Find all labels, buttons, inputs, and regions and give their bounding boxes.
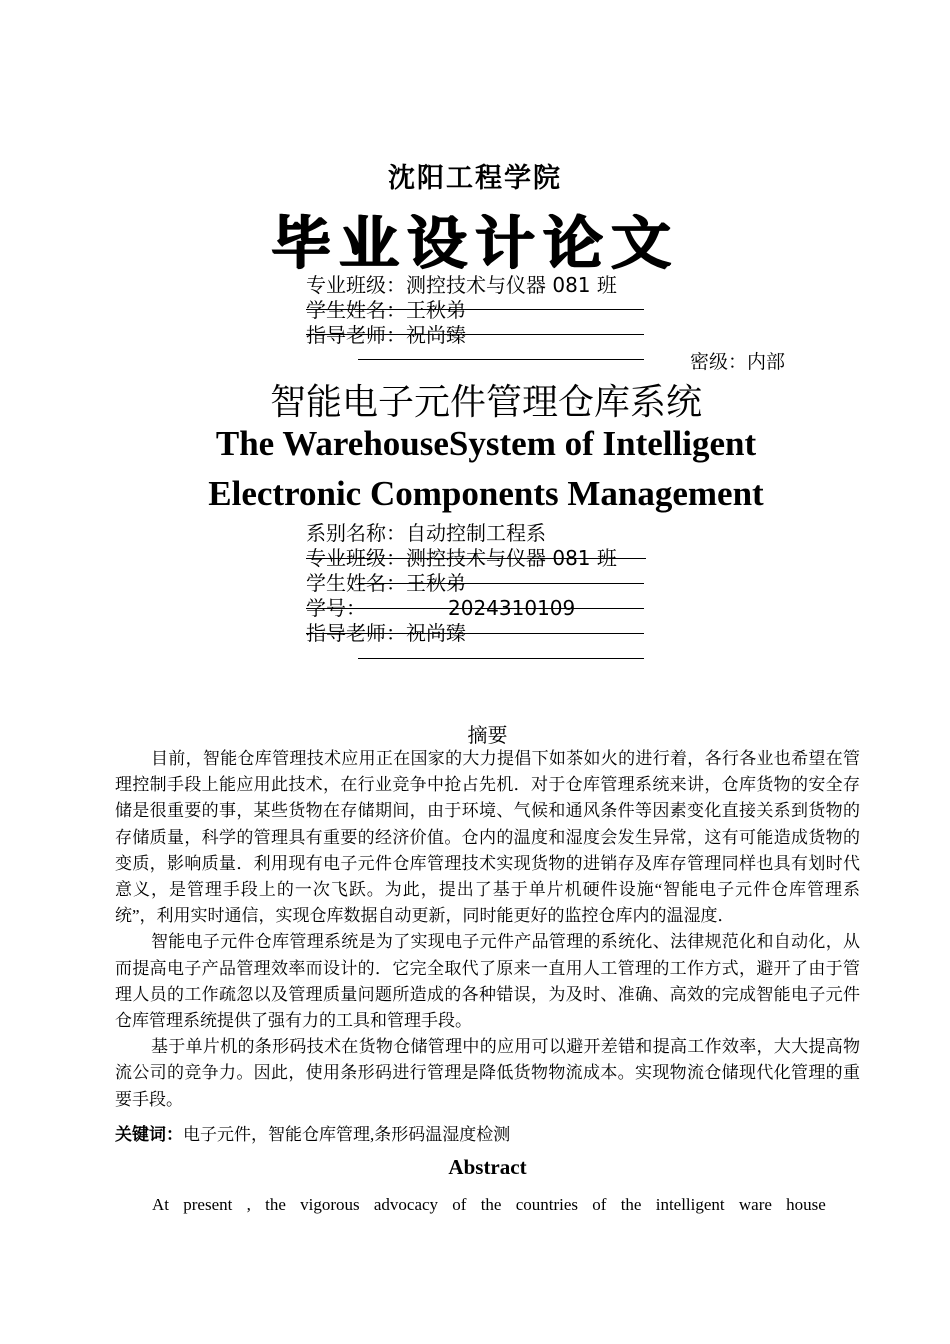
security-level: 密级：内部: [690, 351, 786, 373]
info-department: 系别名称：自动控制工程系: [306, 521, 546, 545]
abstract-cn-heading: 摘要: [467, 723, 508, 747]
keywords: 电子元件，智能仓库管理,条形码温湿度检测: [183, 1125, 511, 1144]
abstract-paragraph: 基于单片机的条形码技术在货物仓储管理中的应用可以避开差错和提高工作效率，大大提高物流公司的竞争力。因此，使用条形码进行管理是降低货物物流成本。实现物流仓储现代化管理的重要手段。: [115, 1037, 860, 1109]
title-en-line-2: Electronic Components Management: [208, 474, 764, 513]
underline: [358, 608, 644, 609]
info-student-id: 2024310109: [448, 596, 576, 620]
info-top-major-class: 专业班级：测控技术与仪器 081 班: [306, 273, 617, 297]
strike-line: [306, 334, 358, 335]
keywords-label: 关键词：: [115, 1125, 183, 1145]
abstract-en-heading: Abstract: [448, 1155, 527, 1179]
info-major-class: 专业班级：测控技术与仪器 081 班: [306, 546, 617, 570]
abstract-paragraph: 智能电子元件仓库管理系统是为了实现电子元件产品管理的系统化、法律规范化和自动化，从而提高电子产品管理效率而设计的．它完全取代了原来一直用人工管理的工作方式，避开了由于管理人员的工作疏忽以及管理质量问题所造成的各种错误，为及时、准确、高效的完成智能电子元件仓库管理系统提供了强有力的工具和管理手段。: [115, 932, 860, 1031]
info-top-advisor: 指导老师：祝尚臻: [306, 323, 466, 347]
school-name: 沈阳工程学院: [388, 163, 562, 194]
info-student-name: 学生姓名：王秋弟: [306, 571, 466, 595]
underline: [358, 633, 644, 634]
title-cn: 智能电子元件管理仓库系统: [269, 382, 702, 423]
keywords-line: [115, 1120, 510, 1145]
strike-line: [306, 558, 646, 559]
info-student-id-label: 学号：: [306, 596, 366, 620]
info-advisor: 指导老师：祝尚臻: [306, 621, 466, 645]
info-top-student-name: 学生姓名：王秋弟: [306, 298, 466, 322]
underline: [358, 658, 644, 659]
underline: [358, 309, 644, 310]
underline: [358, 359, 644, 360]
strike-line: [306, 608, 358, 609]
underline: [358, 583, 644, 584]
abstract-en-first-line: At present , the vigorous advocacy of the countries of the intelligent ware house: [152, 1195, 826, 1214]
strike-line: [306, 633, 358, 634]
title-en-line-1: The WarehouseSystem of Intelligent: [215, 424, 757, 463]
abstract-cn-body: [115, 746, 860, 1113]
strike-line: [306, 309, 358, 310]
underline: [358, 334, 644, 335]
abstract-paragraph: 目前，智能仓库管理技术应用正在国家的大力提倡下如茶如火的进行着，各行各业也希望在管理控制手段上能应用此技术，在行业竞争中抢占先机．对于仓库管理系统来讲，仓库货物的安全存储是很重要的事，某些货物在存储期间，由于环境、气候和通风条件等因素变化直接关系到货物的存储质量，科学的管理具有重要的经济价值。仓内的温度和湿度会发生异常，这有可能造成货物的变质，影响质量．利用现有电子元件仓库管理技术实现货物的进销存及库存管理同样也具有划时代意义，是管理手段上的一次飞跃。为此，提出了基于单片机硬件设施“智能电子元件仓库管理系统”，利用实时通信，实现仓库数据自动更新，同时能更好的监控仓库内的温湿度．: [115, 749, 860, 926]
thesis-type-title: 毕业设计论文: [271, 210, 679, 277]
